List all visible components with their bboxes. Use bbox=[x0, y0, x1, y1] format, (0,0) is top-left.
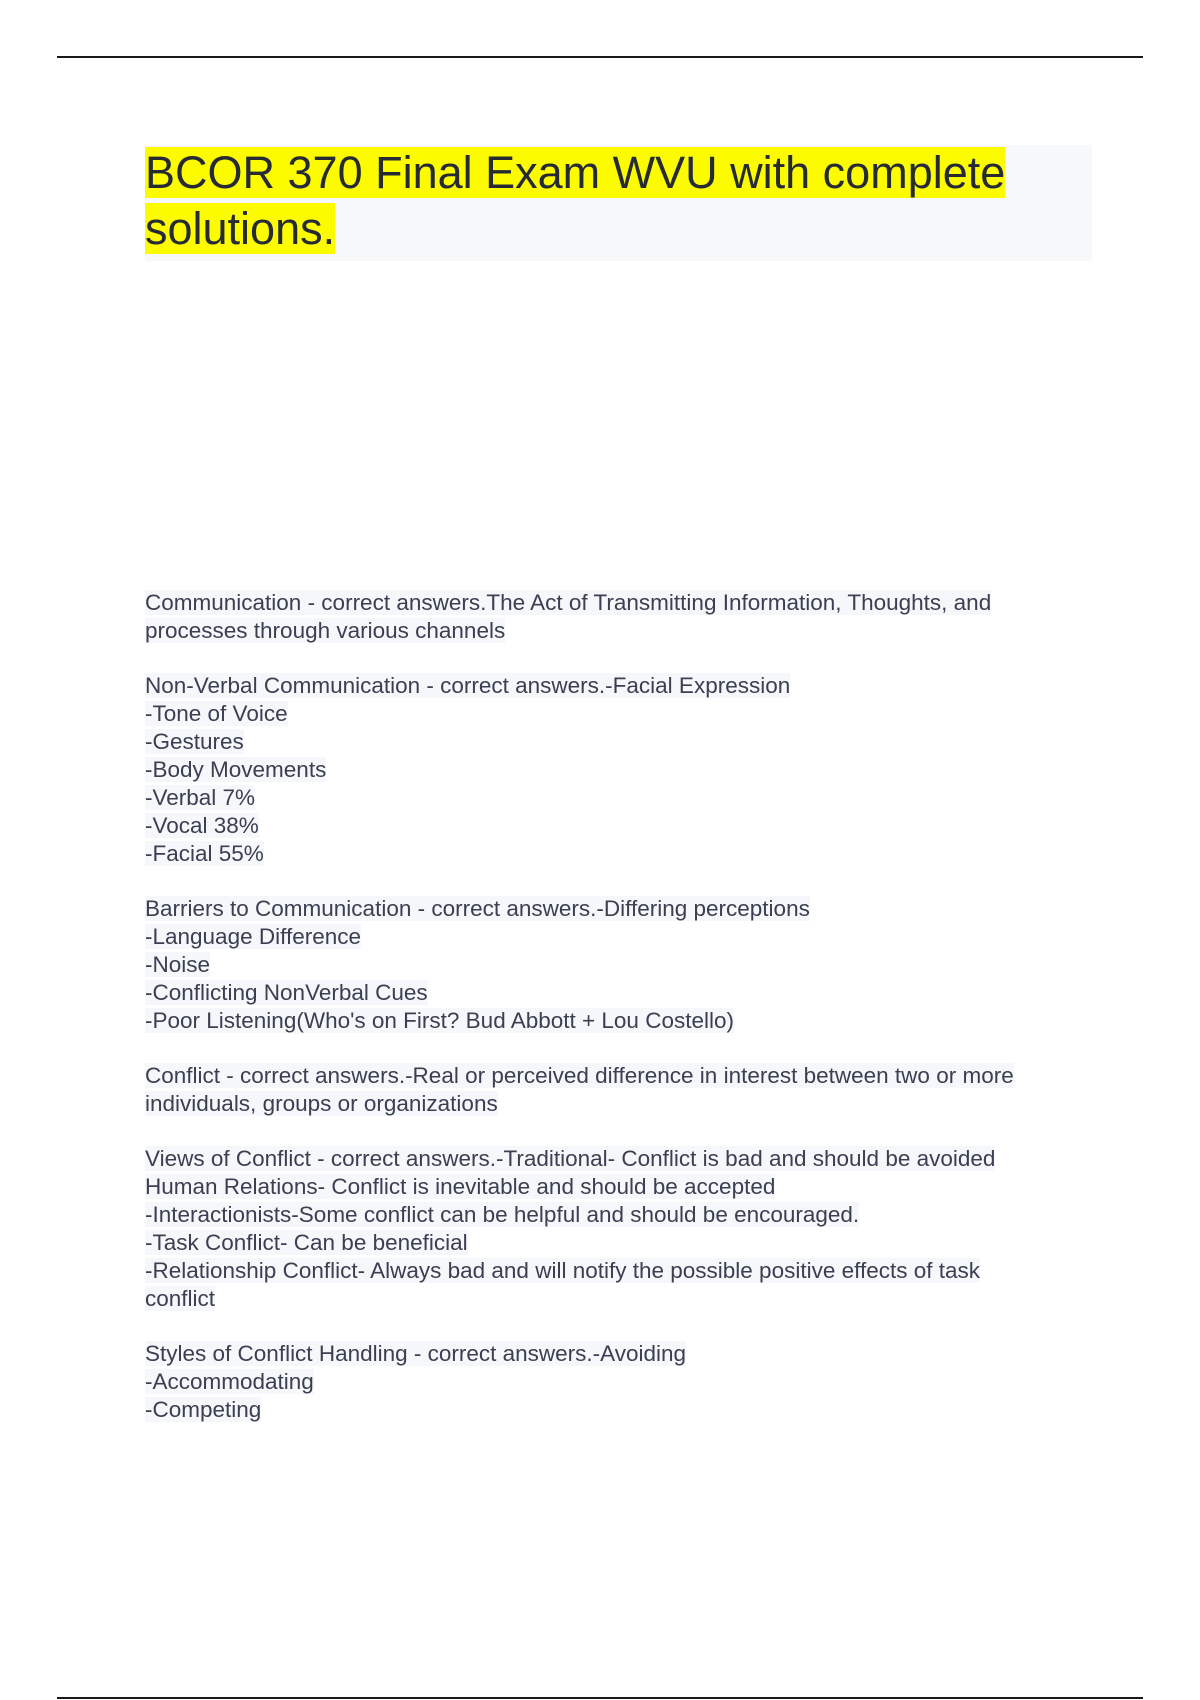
entry-views-of-conflict bbox=[145, 1145, 1095, 1313]
title-block bbox=[145, 145, 1092, 261]
entry-barriers-to-communication bbox=[145, 895, 1095, 1035]
entry-line: Styles of Conflict Handling - correct answers.-Avoiding bbox=[145, 1341, 687, 1366]
entry-communication bbox=[145, 589, 1095, 645]
entry-line: conflict bbox=[145, 1286, 216, 1311]
entry-line: -Competing bbox=[145, 1397, 262, 1422]
entry-line: -Relationship Conflict- Always bad and will notify the possible positive effects of task bbox=[145, 1258, 981, 1283]
entry-line: Human Relations- Conflict is inevitable and should be accepted bbox=[145, 1174, 776, 1199]
entry-line: -Conflicting NonVerbal Cues bbox=[145, 980, 428, 1005]
entry-line: -Vocal 38% bbox=[145, 813, 259, 838]
entry-conflict bbox=[145, 1062, 1095, 1118]
entry-line: -Facial 55% bbox=[145, 841, 264, 866]
entry-line: Non-Verbal Communication - correct answers.-Facial Expression bbox=[145, 673, 791, 698]
entry-line: processes through various channels bbox=[145, 618, 506, 643]
title-highlight: BCOR 370 Final Exam WVU with complete solutions. bbox=[145, 147, 1006, 254]
entry-line: -Task Conflict- Can be beneficial bbox=[145, 1230, 468, 1255]
entry-line: -Language Difference bbox=[145, 924, 361, 949]
entry-line: -Accommodating bbox=[145, 1369, 314, 1394]
entry-line: individuals, groups or organizations bbox=[145, 1091, 498, 1116]
entry-line: Conflict - correct answers.-Real or perceived difference in interest between two or more bbox=[145, 1063, 1014, 1088]
entry-line: -Body Movements bbox=[145, 757, 327, 782]
entry-line: Communication - correct answers.The Act of Transmitting Information, Thoughts, and bbox=[145, 590, 992, 615]
document-body bbox=[145, 589, 1095, 1451]
entry-non-verbal-communication bbox=[145, 672, 1095, 868]
entry-styles-of-conflict-handling bbox=[145, 1340, 1095, 1424]
entry-line: -Interactionists-Some conflict can be helpful and should be encouraged. bbox=[145, 1202, 860, 1227]
footer-rule bbox=[57, 1697, 1143, 1699]
entry-line: -Gestures bbox=[145, 729, 244, 754]
entry-line: -Poor Listening(Who's on First? Bud Abbott + Lou Costello) bbox=[145, 1008, 734, 1033]
document-title bbox=[145, 145, 1092, 257]
header-rule bbox=[57, 56, 1143, 58]
entry-line: -Verbal 7% bbox=[145, 785, 256, 810]
entry-line: Views of Conflict - correct answers.-Traditional- Conflict is bad and should be avoided bbox=[145, 1146, 996, 1171]
entry-line: -Tone of Voice bbox=[145, 701, 288, 726]
entry-line: Barriers to Communication - correct answers.-Differing perceptions bbox=[145, 896, 810, 921]
entry-line: -Noise bbox=[145, 952, 211, 977]
